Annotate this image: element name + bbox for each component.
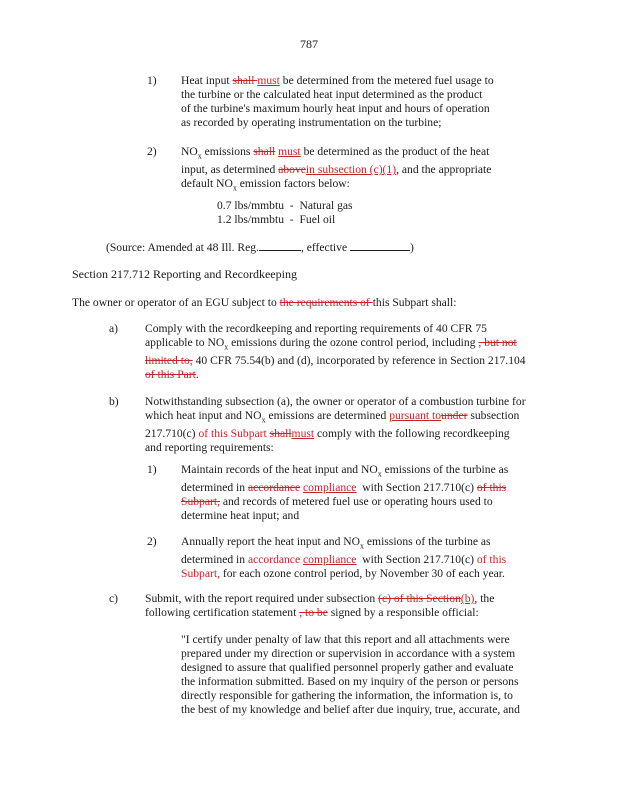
nox-emissions-paragraph: $NO_x$ emissions shall must be determined as the product of the heat input, as determined abovein subsection (c)(1), and the appropriate default $NO_x$ emission factors below:: [181, 145, 492, 193]
list-number: 2): [147, 145, 157, 158]
factor-natural-gas: 0.7 lbs/mmbtu - Natural gas: [217, 199, 353, 212]
inserted-text: pursuant to: [389, 409, 442, 422]
deleted-text: above: [278, 163, 306, 177]
deleted-text: shall: [253, 145, 276, 158]
source-note: (Source: Amended at 48 Ill. Reg. , effective ): [106, 241, 414, 254]
deleted-text: accordance: [247, 481, 301, 495]
changed-text: accordance: [247, 553, 303, 567]
records-paragraph: Maintain records of the heat input and $NO_x$ emissions of the turbine as determined in accordance compliance with Section 217.710(c) of this Subpart, and records of metered fuel use or operating hours used to determine heat input; and: [181, 463, 509, 523]
certification-statement: "I certify under penalty of law that this report and all attachments were prepared under my direction or supervision in accordance with a system designed to assure that qualified personnel properly gather and evaluate the information submitted. Based on my inquiry of the person or persons directly responsible for gathering the information, the information is, to the best of my knowledge and belief after due inquiry, true, accurate, and: [181, 633, 520, 716]
inserted-text: compliance: [303, 553, 357, 567]
deleted-text: of this Part: [145, 368, 196, 382]
changed-text: of this: [476, 553, 507, 567]
section-heading: Section 217.712 Reporting and Recordkeeping: [72, 267, 297, 281]
changed-text: of this Subpart: [198, 427, 267, 441]
list-number: 1): [147, 463, 157, 476]
deleted-text: the requirements of: [279, 296, 373, 309]
inserted-text: must: [257, 74, 280, 87]
deleted-text: , but not: [478, 336, 517, 349]
annual-report-paragraph: Annually report the heat input and $NO_x$ emissions of the turbine as determined in accordance compliance with Section 217.710(c) of this Subpart, for each ozone control period, by November 30 of each year.: [181, 535, 507, 581]
list-number: 1): [147, 74, 157, 87]
subsection-label: c): [109, 592, 119, 605]
date-blank: [259, 240, 301, 251]
deleted-text: under: [441, 409, 468, 422]
deleted-text: Subpart,: [181, 495, 220, 509]
subsection-label: a): [109, 322, 119, 335]
deleted-text: shall: [232, 74, 258, 87]
page-number: 787: [300, 37, 318, 51]
subsection-b: Notwithstanding subsection (a), the owner or operator of a combustion turbine for which heat input and $NO_x$ emissions are determined pursuant tounder subsection 217.710(c) of this Subpart shallmust comply with the following recordkeeping and reporting requirements:: [145, 395, 526, 455]
deleted-text: of this: [476, 481, 507, 495]
deleted-text: shall: [269, 427, 292, 441]
inserted-text: in subsection (c)(1): [305, 163, 397, 177]
inserted-text: must: [291, 427, 315, 441]
factor-fuel-oil: 1.2 lbs/mmbtu - Fuel oil: [217, 213, 336, 226]
inserted-text: (b): [460, 592, 475, 605]
list-number: 2): [147, 535, 157, 548]
heat-input-paragraph: Heat input shall must be determined from the metered fuel usage to the turbine or the calculated heat input determined as the product of the turbine's maximum hourly heat input and hours of operation as recorded by operating instrumentation on the turbine;: [181, 74, 494, 129]
deleted-text: , to be: [299, 606, 328, 619]
deleted-text: (c) of this Section: [378, 592, 461, 605]
inserted-text: compliance: [303, 481, 357, 495]
subsection-a: Comply with the recordkeeping and reporting requirements of 40 CFR 75 applicable to $NO_x$ emissions during the ozone control period, including , but not limited to, 40 CFR 75.54(b) and (d), incorporated by reference in Section 217.104 of this Part.: [145, 322, 526, 382]
subsection-c: Submit, with the report required under subsection (c) of this Section(b), the following certification statement , to be signed by a responsible official:: [145, 592, 495, 619]
intro-paragraph: The owner or operator of an EGU subject to the requirements of this Subpart shall:: [72, 296, 457, 309]
changed-text: Subpart,: [181, 567, 220, 581]
emission-factors: [217, 199, 353, 227]
subsection-label: b): [109, 395, 119, 408]
deleted-text: limited to,: [145, 354, 193, 368]
date-blank: [350, 240, 410, 251]
inserted-text: must: [278, 145, 301, 158]
